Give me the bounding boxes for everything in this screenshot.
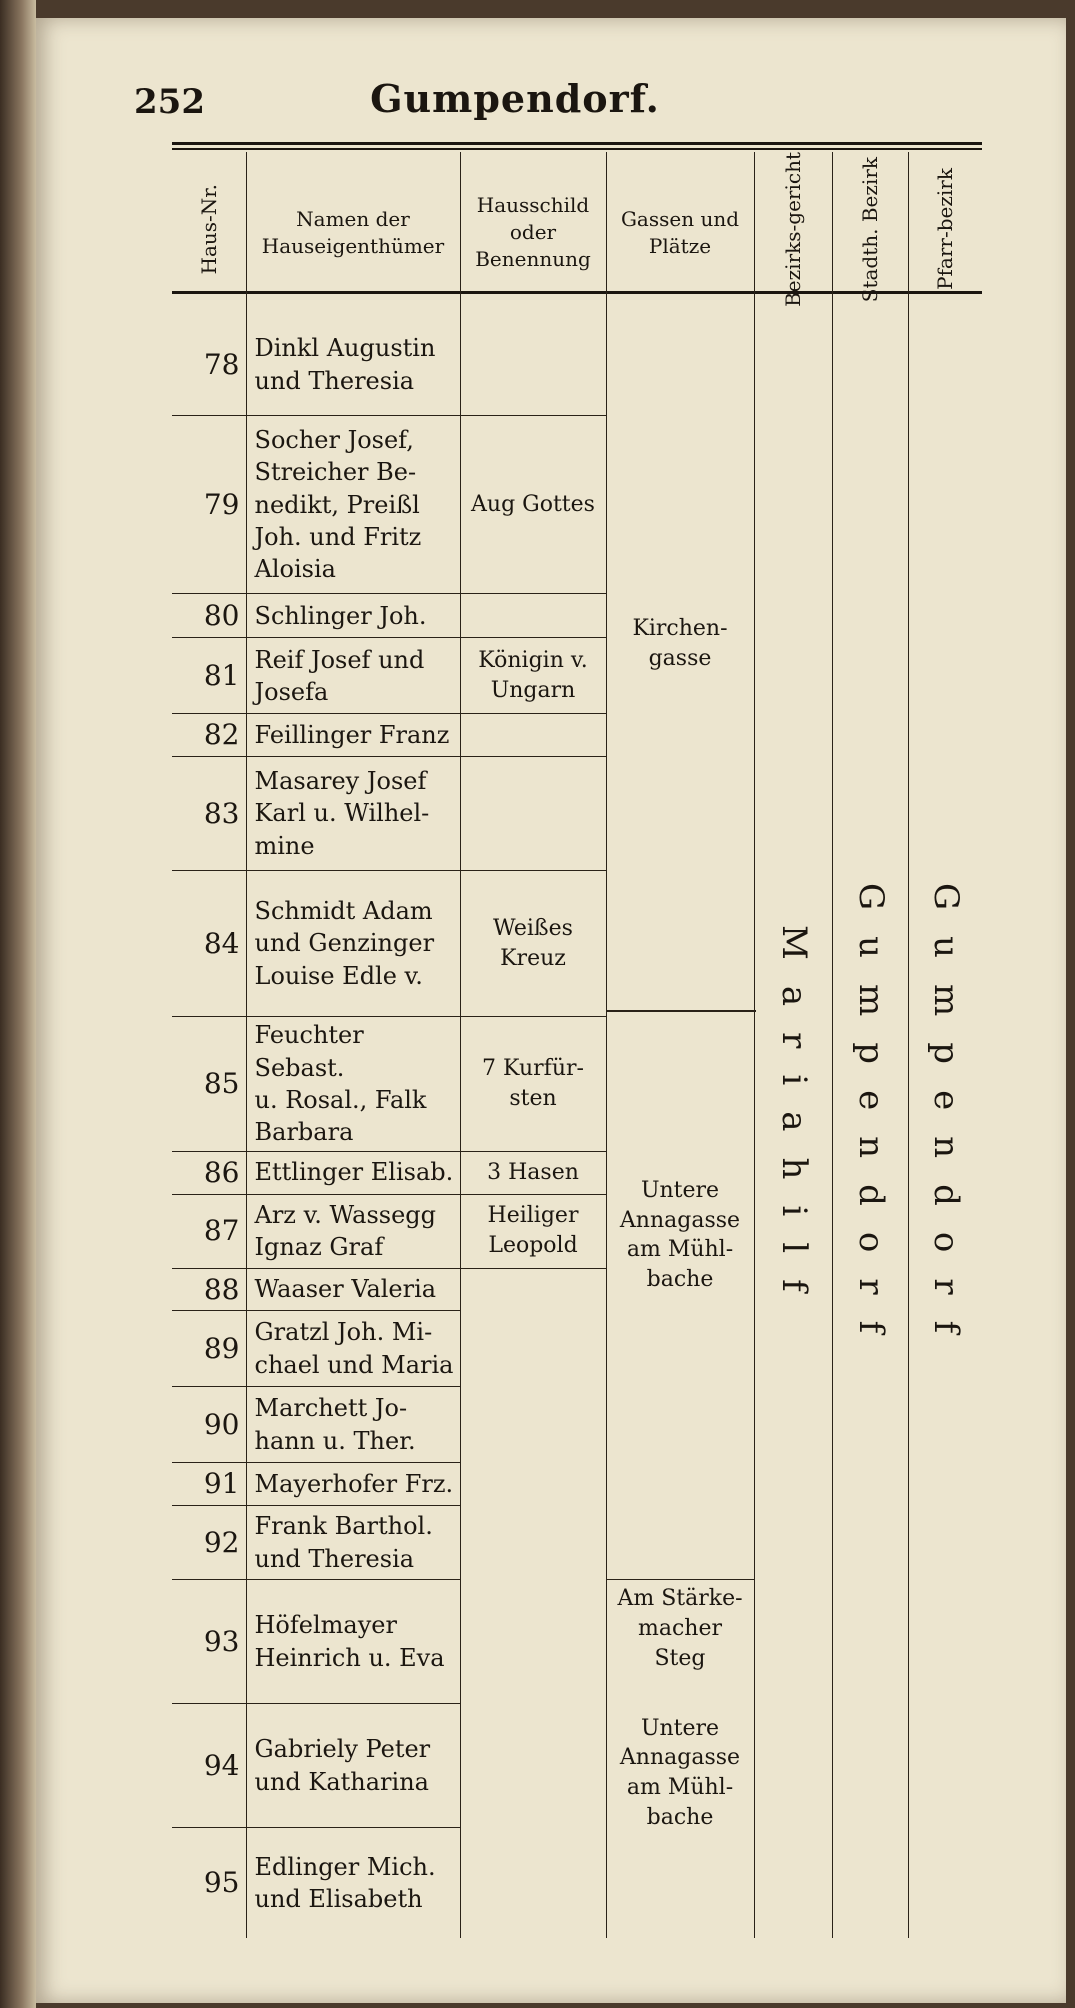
col-city-district: Stadth. Bezirk — [832, 152, 908, 314]
house-number: 81 — [172, 638, 246, 714]
table-header — [172, 152, 982, 314]
house-sign: Königin v. Ungarn — [460, 638, 606, 714]
house-number: 79 — [172, 416, 246, 594]
book-spine — [0, 0, 36, 2008]
house-number: 91 — [172, 1463, 246, 1506]
house-sign: Heiliger Leopold — [460, 1194, 606, 1268]
city-district-value: Gumpendorf — [832, 314, 908, 1938]
house-number: 88 — [172, 1268, 246, 1311]
owner-name: Gratzl Joh. Mi- chael und Maria — [246, 1311, 460, 1387]
owner-name: Ettlinger Elisab. — [246, 1151, 460, 1194]
house-number: 93 — [172, 1580, 246, 1704]
owner-name: Edlinger Mich. und Elisabeth — [246, 1828, 460, 1938]
owner-name: Reif Josef und Josefa — [246, 638, 460, 714]
house-number: 95 — [172, 1828, 246, 1938]
owner-name: Feillinger Franz — [246, 714, 460, 757]
street-untere-annagasse-2: Untere Annagasse am Mühl- bache — [606, 1704, 754, 1938]
owner-name: Höfelmayer Heinrich u. Eva — [246, 1580, 460, 1704]
house-number: 83 — [172, 757, 246, 871]
district-court-value: Mariahilf — [754, 314, 832, 1938]
owner-name: Arz v. Wassegg Ignaz Graf — [246, 1194, 460, 1268]
table-row — [172, 314, 982, 416]
owner-name: Marchett Jo- hann u. Ther. — [246, 1387, 460, 1463]
col-house-no: Haus-Nr. — [196, 184, 221, 275]
house-number: 92 — [172, 1506, 246, 1580]
house-number: 82 — [172, 714, 246, 757]
owner-name: Gabriely Peter und Katharina — [246, 1704, 460, 1828]
street-untere-annagasse-1: Untere Annagasse am Mühl- bache — [619, 1178, 741, 1293]
col-sign: Hausschild oder Benennung — [460, 152, 606, 314]
house-number: 78 — [203, 347, 240, 381]
house-number: 84 — [172, 871, 246, 1017]
page-number: 252 — [134, 82, 205, 122]
top-double-rule-1 — [172, 142, 982, 145]
parish-value: Gumpendorf — [908, 314, 982, 1938]
owner-name: Socher Josef, Streicher Be- nedikt, Preißl Joh. und Fritz Aloisia — [246, 416, 460, 594]
house-sign: 3 Hasen — [460, 1151, 606, 1194]
house-sign: 7 Kurfür- sten — [460, 1017, 606, 1152]
owner-name: Schmidt Adam und Genzinger Louise Edle v. — [246, 871, 460, 1017]
col-district-court: Bezirks-gericht — [754, 152, 832, 314]
house-number: 89 — [172, 1311, 246, 1387]
owner-name: Frank Barthol. und Theresia — [246, 1506, 460, 1580]
house-number: 80 — [172, 594, 246, 638]
owner-name: Mayerhofer Frz. — [246, 1463, 460, 1506]
owner-name: Schlinger Joh. — [246, 594, 460, 638]
page-title: Gumpendorf. — [370, 76, 660, 121]
house-number: 90 — [172, 1387, 246, 1463]
col-parish: Pfarr-bezirk — [908, 152, 982, 314]
street-staerkemacher-steg: Am Stärke- macher Steg — [606, 1580, 754, 1704]
house-sign: Aug Gottes — [460, 416, 606, 594]
col-owners: Namen der Hauseigenthümer — [246, 152, 460, 314]
house-number: 94 — [172, 1704, 246, 1828]
house-number: 85 — [172, 1017, 246, 1152]
owner-name: Masarey Josef Karl u. Wilhel- mine — [246, 757, 460, 871]
house-sign: Weißes Kreuz — [460, 871, 606, 1017]
owner-name: Waaser Valeria — [246, 1268, 460, 1311]
owner-name: Feuchter Sebast. u. Rosal., Falk Barbara — [246, 1017, 460, 1152]
street-kirchengasse: Kirchen- gasse — [606, 314, 754, 1580]
col-streets: Gassen und Plätze — [606, 152, 754, 314]
street-divider — [606, 1010, 756, 1012]
house-register-table — [172, 152, 982, 1938]
owner-name: Dinkl Augustin und Theresia — [246, 314, 460, 416]
house-number: 87 — [172, 1194, 246, 1268]
top-double-rule-2 — [172, 148, 982, 150]
house-number: 86 — [172, 1151, 246, 1194]
